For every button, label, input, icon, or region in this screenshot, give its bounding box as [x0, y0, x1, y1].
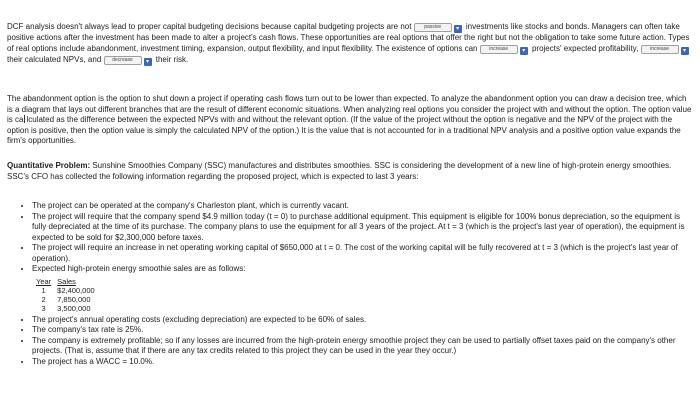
abandonment-text-1: The abandonment option is the option to shut down a project if operating cash flows turn out to be lower than expected. To analyze the abandonment option you can draw a decision tree, which is a diagram that lays out different branches that are the result of different economic situations. When analyzing real options you consider the project with and without the option. The option value is ca — [7, 94, 692, 125]
dropdown-arrow-icon[interactable]: ▾ — [454, 25, 462, 33]
intro-text-1: DCF analysis doesn't always lead to proper capital budgeting decisions because capital budgeting projects are not — [7, 22, 412, 31]
table-header-row — [36, 277, 101, 286]
problem-paragraph — [7, 161, 694, 182]
problem-text: Sunshine Smoothies Company (SSC) manufactures and distributes smoothies. SSC is considering the development of a new line of high-protein energy smoothies. SSC's CFO has collected the following information regarding the proposed project, which is expected to last 3 years: — [7, 161, 672, 181]
sales-cell: 7,850,000 — [57, 294, 91, 304]
npv-dropdown[interactable]: increase — [641, 45, 679, 54]
table-row — [36, 304, 101, 313]
sales-cell: 3,500,000 — [57, 303, 91, 313]
year-cell: 3 — [41, 303, 46, 313]
intro-text-3: projects' expected profitability, — [531, 43, 639, 53]
year-cell: 1 — [41, 285, 46, 295]
project-details-list — [20, 201, 694, 368]
problem-heading: Quantitative Problem: — [7, 161, 91, 170]
intro-text-5: their risk. — [155, 54, 189, 64]
list-item: • The company is extremely profitable; so if any losses are incurred from the high-protein energy smoothie project they can be used to partially offset taxes paid on the company's other projects. (That is, assume that if there are any tax credits related to this project they can be used in the year they occur.) — [32, 336, 694, 357]
intro-text-4: their calculated NPVs, and — [7, 54, 102, 64]
sales-intro: Expected high-protein energy smoothie sales are as follows: — [32, 264, 246, 274]
intro-text-2: investments like stocks and bonds. Managers can often take positive actions after the investment has been made to alter a project's cash flows. These opportunities are real options that offer the right but not the obligation to take some future action. Types of real options include abandonment, investment timing, expansion, output flexibility, and input flexibility. The existence of options can — [7, 22, 690, 53]
sales-table — [36, 277, 101, 313]
table-row — [36, 286, 101, 295]
dropdown-arrow-icon[interactable]: ▾ — [520, 47, 528, 55]
list-item — [32, 264, 694, 313]
passive-dropdown[interactable]: passive — [414, 23, 452, 32]
sales-cell: $2,400,000 — [57, 285, 95, 295]
sales-header: Sales — [57, 276, 76, 286]
list-item: • The project will require that the company spend $4.9 million today (t = 0) to purchase additional equipment. This equipment is eligible for 100% bonus depreciation, so the equipment is fully depreciated at the time of its purchase. The company plans to use the equipment for all 3 years of the project. At t = 3 (which is the project's last year of operation), the equipment is expected to be sold for $2,300,000 before taxes. — [32, 212, 694, 244]
table-row — [36, 295, 101, 304]
dropdown-arrow-icon[interactable]: ▾ — [144, 58, 152, 66]
year-cell: 2 — [41, 294, 46, 304]
list-item: • The project has a WACC = 10.0%. — [32, 357, 694, 368]
dropdown-arrow-icon[interactable]: ▾ — [681, 47, 689, 55]
list-item: • The company's tax rate is 25%. — [32, 325, 694, 336]
risk-dropdown[interactable]: decrease — [104, 56, 142, 65]
abandonment-text-2: lculated as the difference between the expected NPVs with and without the relevant option. (If the value of the project without the option is negative and the NPV of the project with the option is positive, then the option value is simply the calculated NPV of the option.) It is the value that is not accounted for in a traditional NPV analysis and a positive option value expands the firm's opportunities. — [7, 115, 681, 146]
list-item: • The project can be operated at the company's Charleston plant, which is currently vacant. — [32, 201, 694, 212]
profitability-dropdown[interactable]: increase — [480, 45, 518, 54]
list-item: • The project's annual operating costs (excluding depreciation) are expected to be 60% of sales. — [32, 315, 694, 326]
abandonment-paragraph — [7, 94, 694, 147]
list-item: • The project will require an increase in net operating working capital of $650,000 at t = 0. The cost of the working capital will be fully recovered at t = 3 (which is the project's last year of operation). — [32, 243, 694, 264]
intro-paragraph — [7, 22, 694, 66]
year-header: Year — [36, 276, 52, 286]
